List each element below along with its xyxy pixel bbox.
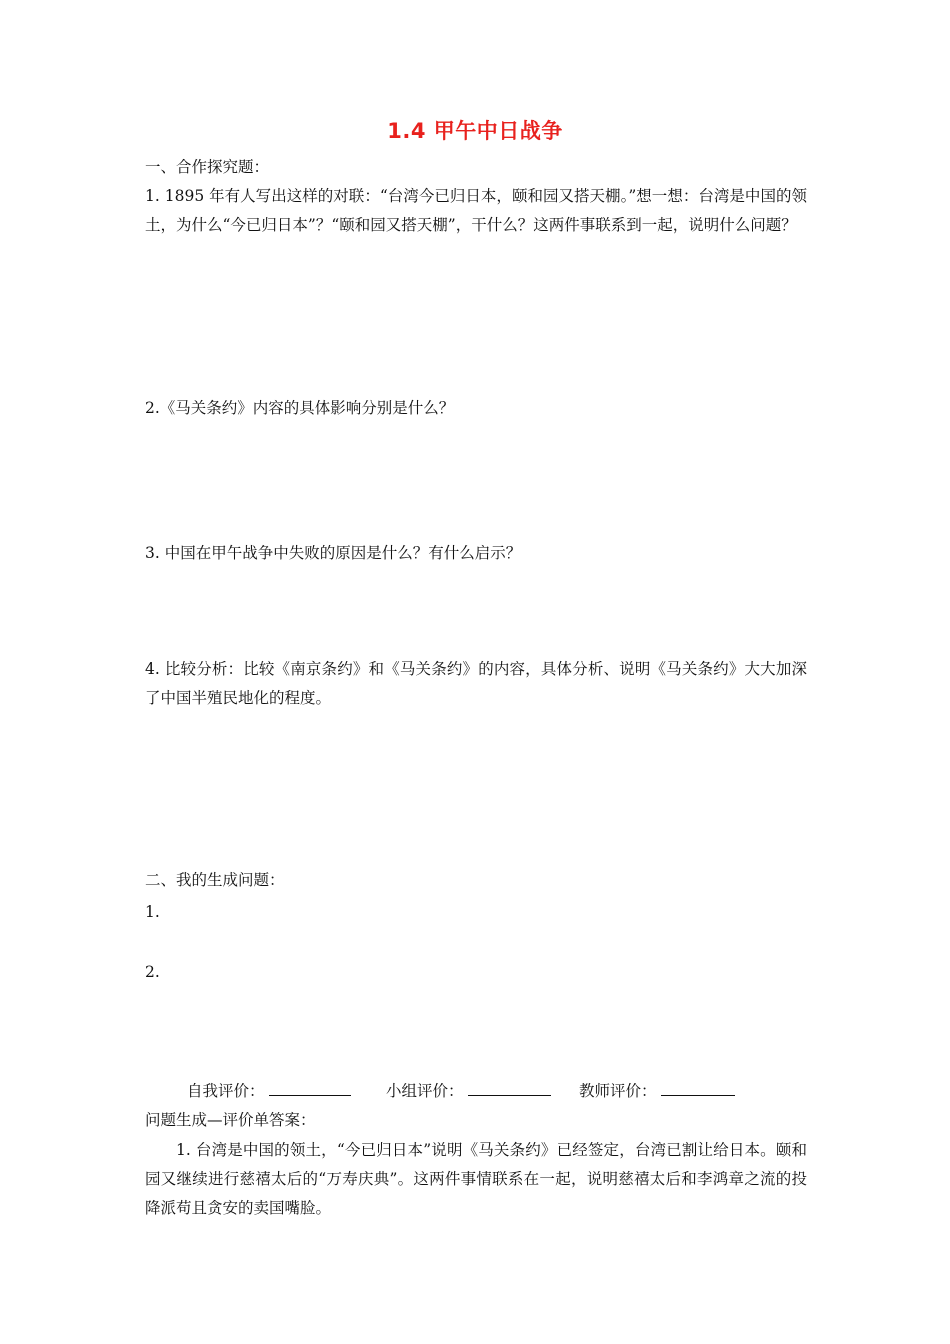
self-evaluation-blank[interactable] — [269, 1078, 351, 1096]
teacher-evaluation-label: 教师评价： — [579, 1082, 657, 1100]
self-evaluation — [187, 1078, 351, 1101]
page-title: 1.4 甲午中日战争 — [387, 119, 563, 143]
question-3: 3. 中国在甲午战争中失败的原因是什么？有什么启示？ — [145, 544, 522, 562]
question-4: 4. 比较分析：比较《南京条约》和《马关条约》的内容，具体分析、说明《马关条约》大大加深了中国半殖民地化的程度。 — [145, 660, 807, 707]
group-evaluation-label: 小组评价： — [386, 1082, 464, 1100]
answers-heading: 问题生成—评价单答案： — [145, 1111, 316, 1129]
group-evaluation — [386, 1078, 551, 1101]
group-evaluation-blank[interactable] — [468, 1078, 551, 1096]
self-evaluation-label: 自我评价： — [187, 1082, 265, 1100]
section2-heading: 二、我的生成问题： — [145, 871, 285, 889]
evaluation-row — [0, 1078, 950, 1100]
teacher-evaluation-blank[interactable] — [661, 1078, 735, 1096]
generated-question-2: 2. — [145, 963, 160, 981]
question-2: 2.《马关条约》内容的具体影响分别是什么？ — [145, 399, 455, 417]
section1-heading: 一、合作探究题： — [145, 158, 270, 176]
answer-1: 1. 台湾是中国的领土，“今已归日本”说明《马关条约》已经签定，台湾已割让给日本。颐和园又继续进行慈禧太后的“万寿庆典”。这两件事情联系在一起，说明慈禧太后和李鸿章之流的投降派苟且贪安的卖国嘴脸。 — [145, 1141, 807, 1217]
question-1: 1. 1895 年有人写出这样的对联：“台湾今已归日本，颐和园又搭天棚。”想一想：台湾是中国的领土，为什么“今已归日本”？“颐和园又搭天棚”，干什么？这两件事联系到一起，说明什么问题？ — [145, 187, 807, 234]
teacher-evaluation — [579, 1078, 735, 1101]
generated-question-1: 1. — [145, 903, 160, 921]
